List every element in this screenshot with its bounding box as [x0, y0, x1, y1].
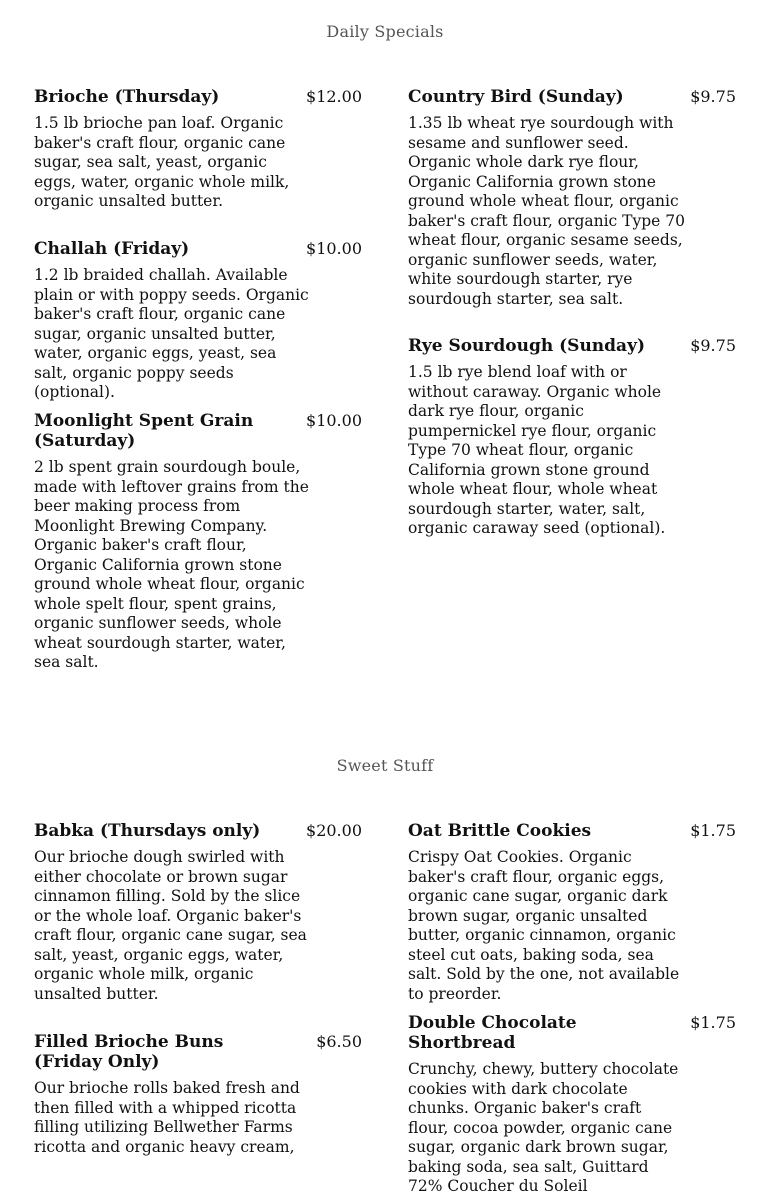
item-name: Babka (Thursdays only): [34, 821, 261, 841]
item-description: 1.5 lb rye blend loaf with or without caraway. Organic whole dark rye flour, organic pumpernickel rye flour, organic Type 70 wheat flour, organic California grown stone ground whole wheat flour, whole wheat sourdough starter, water, salt, organic caraway seed (optional).: [408, 363, 666, 537]
item-name: Challah (Friday): [34, 239, 190, 259]
menu-item-moonlight-spent-grain: [34, 411, 362, 673]
item-price: $6.50: [316, 1032, 362, 1051]
sweet-stuff-right-column: [408, 821, 736, 1197]
item-description: Our brioche dough swirled with either chocolate or brown sugar cinnamon filling. Sold by the slice or the whole loaf. Organic baker's craft flour, organic cane sugar, sea salt, yeast, organic eggs, water, organic whole milk, organic unsalted butter.: [34, 848, 307, 1003]
item-price: $1.75: [690, 821, 736, 840]
section-title-sweet-stuff: Sweet Stuff: [336, 756, 434, 775]
item-description: Crispy Oat Cookies. Organic baker's craft flour, organic eggs, organic cane sugar, organic dark brown sugar, organic unsalted butter, organic cinnamon, organic steel cut oats, baking soda, sea salt. Sold by the one, not available to preorder.: [408, 848, 680, 1003]
item-name: Country Bird (Sunday): [408, 87, 624, 107]
item-price: $9.75: [690, 87, 736, 106]
section-title-daily-specials: Daily Specials: [326, 22, 444, 41]
menu-item-rye-sourdough: [408, 336, 736, 539]
menu-item-country-bird: [408, 87, 736, 336]
item-name: Oat Brittle Cookies: [408, 821, 592, 841]
item-name: Filled Brioche Buns (Friday Only): [34, 1032, 224, 1072]
item-description: 1.35 lb wheat rye sourdough with sesame and sunflower seed. Organic whole dark rye flour, Organic California grown stone ground whole wheat flour, organic baker's craft flour, organic Type 70 wheat flour, organic sesame seeds, organic sunflower seeds, water, white sourdough starter, rye sourdough starter, sea salt.: [408, 114, 686, 308]
menu-item-double-chocolate-shortbread: [408, 1013, 736, 1197]
menu-item-challah: [34, 239, 362, 411]
menu-item-oat-brittle-cookies: [408, 821, 736, 1013]
item-price: $9.75: [690, 336, 736, 355]
item-description: Crunchy, chewy, buttery chocolate cookies with dark chocolate chunks. Organic baker's craft flour, cocoa powder, organic cane sugar, organic dark brown sugar, baking soda, sea salt, Guittard 72% Coucher du Soleil: [408, 1060, 679, 1195]
item-description: 1.5 lb brioche pan loaf. Organic baker's craft flour, organic cane sugar, sea salt, yeast, organic eggs, water, organic whole milk, organic unsalted butter.: [34, 114, 290, 210]
item-price: $10.00: [306, 239, 362, 258]
item-description: 1.2 lb braided challah. Available plain or with poppy seeds. Organic baker's craft flour, organic cane sugar, organic unsalted butter, water, organic eggs, yeast, sea salt, organic poppy seeds (optional).: [34, 266, 309, 401]
item-name: Rye Sourdough (Sunday): [408, 336, 645, 356]
item-description: 2 lb spent grain sourdough boule, made with leftover grains from the beer making process from Moonlight Brewing Company. Organic baker's craft flour, Organic California grown stone ground whole wheat flour, organic whole spelt flour, spent grains, organic sunflower seeds, whole wheat sourdough starter, water, sea salt.: [34, 458, 309, 671]
item-name: Moonlight Spent Grain (Saturday): [34, 411, 254, 451]
item-price: $12.00: [306, 87, 362, 106]
menu-item-brioche: [34, 87, 362, 239]
item-price: $20.00: [306, 821, 362, 840]
sweet-stuff-left-column: [34, 821, 362, 1157]
menu-item-filled-brioche-buns: [34, 1032, 362, 1157]
item-name: Brioche (Thursday): [34, 87, 220, 107]
item-price: $1.75: [690, 1013, 736, 1032]
daily-specials-right-column: [408, 87, 736, 539]
item-description: Our brioche rolls baked fresh and then filled with a whipped ricotta filling utilizing Bellwether Farms ricotta and organic heavy cream,: [34, 1079, 300, 1156]
menu-item-babka: [34, 821, 362, 1032]
daily-specials-left-column: [34, 87, 362, 673]
item-price: $10.00: [306, 411, 362, 430]
item-name: Double Chocolate Shortbread: [408, 1013, 577, 1053]
